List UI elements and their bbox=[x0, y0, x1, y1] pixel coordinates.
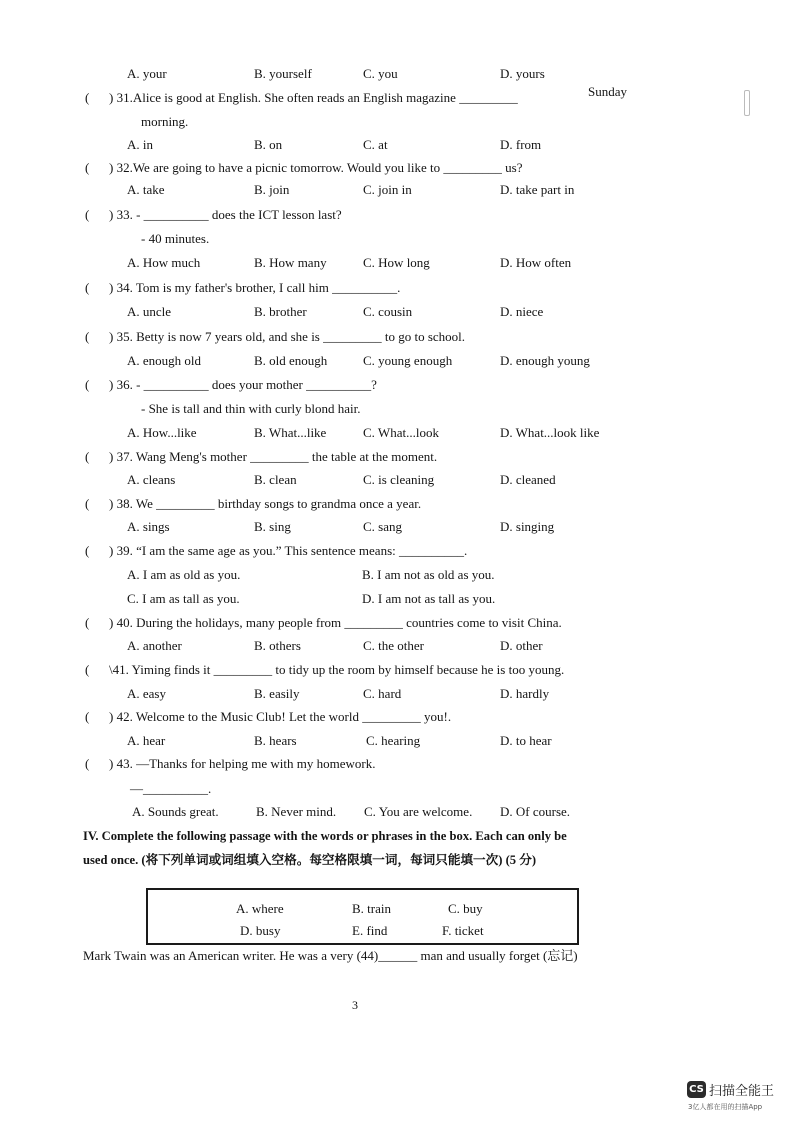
q43-ans-text: —__________. bbox=[130, 781, 212, 796]
q32-opts-option: A. take bbox=[127, 182, 165, 197]
q40-opts-option: A. another bbox=[127, 638, 182, 653]
answer-paren: ( bbox=[85, 207, 90, 222]
q37-opts-option: C. is cleaning bbox=[363, 472, 435, 487]
q41-question: \41. Yiming finds it _________ to tidy up the room by himself because he is too young. bbox=[109, 662, 565, 677]
q35-opts-option: B. old enough bbox=[254, 353, 328, 368]
q38-opts-option: D. singing bbox=[500, 519, 555, 534]
q43-opts-option: B. Never mind. bbox=[256, 804, 337, 819]
q37-opts-option: D. cleaned bbox=[500, 472, 556, 487]
q34-opts-option: A. uncle bbox=[127, 304, 172, 319]
answer-paren: ( bbox=[85, 329, 90, 344]
q42-opts-option: C. hearing bbox=[366, 733, 421, 748]
q31-opts-option: B. on bbox=[254, 137, 283, 152]
q36-opts-option: C. What...look bbox=[363, 425, 439, 440]
word-box-item: C. buy bbox=[448, 901, 483, 916]
q42-opts-option: D. to hear bbox=[500, 733, 552, 748]
q31-question: ) 31.Alice is good at English. She often reads an English magazine _________ bbox=[109, 90, 518, 105]
q33-question: ) 33. - __________ does the ICT lesson last? bbox=[109, 207, 342, 222]
answer-paren: ( bbox=[85, 662, 90, 677]
answer-paren: ( bbox=[85, 280, 90, 295]
q40-opts-option: B. others bbox=[254, 638, 301, 653]
q43-opts-option: A. Sounds great. bbox=[132, 804, 219, 819]
q41-opts-option: A. easy bbox=[127, 686, 166, 701]
page-number: 3 bbox=[352, 998, 358, 1012]
q30-opts-option: B. yourself bbox=[254, 66, 312, 81]
word-box-item: D. busy bbox=[240, 923, 281, 938]
q32-opts-option: C. join in bbox=[363, 182, 412, 197]
q38-question: ) 38. We _________ birthday songs to grandma once a year. bbox=[109, 496, 422, 511]
q42-opts-option: A. hear bbox=[127, 733, 166, 748]
section-iv-heading: IV. Complete the following passage with the words or phrases in the box. Each can only be bbox=[83, 829, 567, 843]
q38-opts-option: C. sang bbox=[363, 519, 402, 534]
section-iv-instructions: used once. (将下列单词或词组填入空格。每空格限填一词，每词只能填一次) (5 分) bbox=[83, 853, 537, 867]
q35-opts-option: D. enough young bbox=[500, 353, 590, 368]
q40-opts-option: D. other bbox=[500, 638, 543, 653]
answer-paren: ( bbox=[85, 449, 90, 464]
q38-opts-option: B. sing bbox=[254, 519, 291, 534]
scanner-logo-icon: CS bbox=[687, 1081, 706, 1098]
answer-paren: ( bbox=[85, 756, 90, 771]
q34-opts-option: B. brother bbox=[254, 304, 307, 319]
q37-question: ) 37. Wang Meng's mother _________ the table at the moment. bbox=[109, 449, 438, 464]
q34-opts-option: D. niece bbox=[500, 304, 544, 319]
q34-opts-option: C. cousin bbox=[363, 304, 413, 319]
q36-opts-option: A. How...like bbox=[127, 425, 197, 440]
q41-opts-option: B. easily bbox=[254, 686, 300, 701]
word-box bbox=[146, 888, 579, 945]
q32-opts-option: D. take part in bbox=[500, 182, 575, 197]
passage-text: Mark Twain was an American writer. He was a very (44)______ man and usually forget (忘记) bbox=[83, 948, 578, 963]
q31-tail: Sunday bbox=[588, 84, 627, 99]
word-box-item: A. where bbox=[236, 901, 284, 916]
q40-opts-option: C. the other bbox=[363, 638, 425, 653]
q30-opts-option: A. your bbox=[127, 66, 167, 81]
q37-opts-option: A. cleans bbox=[127, 472, 176, 487]
q36-ans-text: - She is tall and thin with curly blond hair. bbox=[141, 401, 361, 416]
q43-question: ) 43. —Thanks for helping me with my homework. bbox=[109, 756, 376, 771]
q40-question: ) 40. During the holidays, many people from _________ countries come to visit China. bbox=[109, 615, 562, 630]
q39-opts-2-option: D. I am not as tall as you. bbox=[362, 591, 496, 606]
answer-paren: ( bbox=[85, 90, 90, 105]
q39-opts-1-option: B. I am not as old as you. bbox=[362, 567, 495, 582]
q39-opts-1-option: A. I am as old as you. bbox=[127, 567, 241, 582]
q30-opts-option: C. you bbox=[363, 66, 398, 81]
answer-paren: ( bbox=[85, 709, 90, 724]
word-box-item: B. train bbox=[352, 901, 391, 916]
word-box-item: F. ticket bbox=[442, 923, 484, 938]
q33-opts-option: C. How long bbox=[363, 255, 430, 270]
q33-ans-text: - 40 minutes. bbox=[141, 231, 210, 246]
q33-opts-option: B. How many bbox=[254, 255, 327, 270]
q38-opts-option: A. sings bbox=[127, 519, 170, 534]
answer-paren: ( bbox=[85, 543, 90, 558]
q42-question: ) 42. Welcome to the Music Club! Let the world _________ you!. bbox=[109, 709, 452, 724]
word-box-item: E. find bbox=[352, 923, 388, 938]
q33-opts-option: A. How much bbox=[127, 255, 201, 270]
scan-edge-mark bbox=[744, 90, 750, 116]
q42-opts-option: B. hears bbox=[254, 733, 297, 748]
q36-opts-option: D. What...look like bbox=[500, 425, 600, 440]
q33-opts-option: D. How often bbox=[500, 255, 572, 270]
q30-opts-option: D. yours bbox=[500, 66, 545, 81]
q31-opts-option: C. at bbox=[363, 137, 388, 152]
scanner-app-tagline: 3亿人都在用的扫描App bbox=[688, 1103, 763, 1111]
q36-opts-option: B. What...like bbox=[254, 425, 327, 440]
answer-paren: ( bbox=[85, 160, 90, 175]
answer-paren: ( bbox=[85, 615, 90, 630]
q43-opts-option: D. Of course. bbox=[500, 804, 571, 819]
q34-question: ) 34. Tom is my father's brother, I call him __________. bbox=[109, 280, 401, 295]
q36-question: ) 36. - __________ does your mother __________? bbox=[109, 377, 377, 392]
q43-opts-option: C. You are welcome. bbox=[364, 804, 473, 819]
q35-opts-option: A. enough old bbox=[127, 353, 202, 368]
q31-cont-text: morning. bbox=[141, 114, 189, 129]
q31-opts-option: D. from bbox=[500, 137, 542, 152]
answer-paren: ( bbox=[85, 377, 90, 392]
q32-opts-option: B. join bbox=[254, 182, 290, 197]
q41-opts-option: C. hard bbox=[363, 686, 402, 701]
q31-opts-option: A. in bbox=[127, 137, 153, 152]
q39-question: ) 39. “I am the same age as you.” This sentence means: __________. bbox=[109, 543, 468, 558]
q32-question: ) 32.We are going to have a picnic tomorrow. Would you like to _________ us? bbox=[109, 160, 523, 175]
q37-opts-option: B. clean bbox=[254, 472, 297, 487]
scanner-app-name: 扫描全能王 bbox=[709, 1084, 775, 1099]
answer-paren: ( bbox=[85, 496, 90, 511]
q41-opts-option: D. hardly bbox=[500, 686, 550, 701]
q35-opts-option: C. young enough bbox=[363, 353, 453, 368]
q35-question: ) 35. Betty is now 7 years old, and she is _________ to go to school. bbox=[109, 329, 466, 344]
q39-opts-2-option: C. I am as tall as you. bbox=[127, 591, 240, 606]
